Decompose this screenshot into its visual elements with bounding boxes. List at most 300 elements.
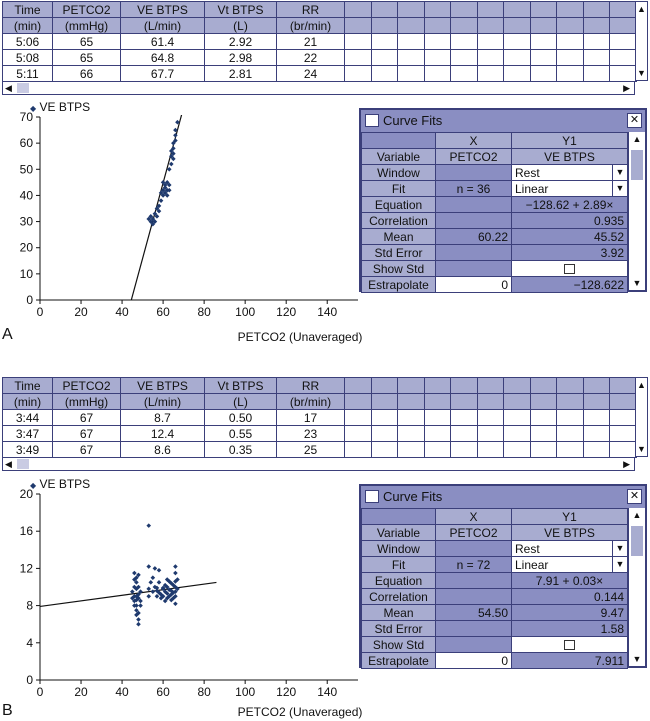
cf-equation: 7.91 + 0.03× — [512, 573, 628, 589]
empty-cell — [530, 442, 557, 458]
data-point — [157, 568, 162, 573]
curve-fits-title: Curve Fits — [383, 489, 443, 504]
fit-select[interactable] — [512, 557, 628, 573]
empty-cell — [477, 442, 504, 458]
data-point — [173, 564, 178, 569]
data-point — [157, 580, 162, 585]
curve-fits-titlebar — [361, 110, 645, 132]
empty-cell — [530, 410, 557, 426]
table-row[interactable] — [3, 50, 637, 66]
x-tick-label: 20 — [74, 685, 88, 698]
cf-y-value: 45.52 — [512, 229, 628, 245]
cf-col-y: Y1 — [512, 133, 628, 149]
empty-header-cell — [345, 378, 372, 394]
column-header[interactable]: (mmHg) — [53, 394, 121, 410]
table-cell[interactable]: 24 — [277, 66, 345, 82]
extrapolate-input[interactable]: 0 — [436, 277, 512, 293]
cf-col-x: X — [436, 133, 512, 149]
empty-header-cell — [371, 18, 398, 34]
empty-cell — [504, 410, 531, 426]
empty-header-cell — [530, 18, 557, 34]
empty-cell — [398, 442, 425, 458]
scroll-up-icon[interactable]: ▲ — [637, 380, 646, 390]
chart-a — [0, 108, 360, 338]
cf-row-label: Fit — [362, 181, 436, 197]
cf-row-label: Equation — [362, 197, 436, 213]
cf-col-y: Y1 — [512, 509, 628, 525]
y-tick-label: 12 — [19, 561, 33, 576]
table-cell[interactable]: 17 — [277, 410, 345, 426]
empty-cell — [398, 34, 425, 50]
empty-cell — [610, 410, 637, 426]
table-cell[interactable]: 21 — [277, 34, 345, 50]
data-point — [169, 162, 174, 167]
empty-cell — [371, 426, 398, 442]
empty-cell — [398, 410, 425, 426]
empty-header-cell — [424, 394, 451, 410]
table-cell[interactable]: 65 — [53, 50, 121, 66]
scroll-left-icon[interactable]: ◀ — [5, 83, 12, 93]
table-b-vertical-scrollbar[interactable] — [635, 377, 648, 457]
empty-header-cell — [451, 18, 478, 34]
curve-fits-scrollbar-b[interactable] — [628, 508, 645, 666]
cf-row — [362, 653, 628, 669]
cf-row-label: Window — [362, 541, 436, 557]
scroll-down-icon[interactable]: ▼ — [637, 68, 646, 78]
empty-cell — [451, 50, 478, 66]
empty-header-cell — [504, 378, 531, 394]
empty-cell — [398, 426, 425, 442]
x-tick-label: 80 — [197, 305, 211, 319]
column-header[interactable]: Vt BTPS — [205, 378, 277, 394]
dropdown-arrow-icon[interactable]: ▼ — [612, 181, 627, 196]
cf-row-label: Window — [362, 165, 436, 181]
table-row[interactable] — [3, 34, 637, 50]
y-tick-label: 0 — [26, 673, 33, 687]
y-tick-label: 20 — [19, 487, 33, 501]
empty-cell — [583, 410, 610, 426]
fit-select[interactable] — [512, 181, 628, 197]
empty-cell — [424, 442, 451, 458]
scroll-right-icon[interactable]: ▶ — [623, 459, 630, 469]
table-cell[interactable]: 2.81 — [205, 66, 277, 82]
y-tick-label: 16 — [19, 524, 33, 539]
table-a-vertical-scrollbar[interactable] — [635, 1, 648, 81]
empty-header-cell — [398, 2, 425, 18]
empty-cell — [610, 442, 637, 458]
column-header[interactable]: (mmHg) — [53, 18, 121, 34]
cf-corner — [362, 133, 436, 149]
empty-cell — [345, 66, 372, 82]
y-tick-label: 0 — [26, 293, 33, 307]
empty-cell — [451, 34, 478, 50]
y-tick-label: 4 — [26, 635, 33, 650]
legend-label: VE BTPS — [39, 100, 91, 114]
empty-header-cell — [557, 394, 584, 410]
scroll-thumb[interactable] — [631, 526, 643, 556]
cf-row — [362, 165, 628, 181]
cf-x-value — [436, 589, 512, 605]
table-row[interactable] — [3, 410, 637, 426]
empty-header-cell — [610, 394, 637, 410]
data-point — [173, 571, 178, 576]
empty-cell — [504, 66, 531, 82]
extrapolate-input[interactable]: 0 — [436, 653, 512, 669]
empty-cell — [504, 426, 531, 442]
data-table-b — [2, 377, 635, 458]
cf-row-label: Estrapolate — [362, 277, 436, 293]
empty-cell — [583, 50, 610, 66]
column-header[interactable]: RR — [277, 378, 345, 394]
empty-cell — [557, 426, 584, 442]
x-tick-label: 120 — [276, 685, 297, 698]
table-cell[interactable]: 8.7 — [121, 410, 205, 426]
table-cell[interactable]: 23 — [277, 426, 345, 442]
scroll-left-icon[interactable]: ◀ — [5, 459, 12, 469]
empty-header-cell — [557, 18, 584, 34]
cf-col-x: X — [436, 509, 512, 525]
plot-area — [40, 523, 216, 626]
table-cell[interactable]: 66 — [53, 66, 121, 82]
scroll-up-icon[interactable]: ▲ — [637, 4, 646, 14]
scroll-up-icon[interactable]: ▲ — [629, 132, 645, 146]
cf-row — [362, 589, 628, 605]
scroll-down-icon[interactable]: ▼ — [637, 444, 646, 454]
x-tick-label: 140 — [317, 305, 338, 319]
table-b-horizontal-scrollbar[interactable] — [2, 457, 635, 471]
cf-y-value: 0.935 — [512, 213, 628, 229]
scroll-down-icon[interactable]: ▼ — [629, 652, 645, 666]
table-cell[interactable]: 8.6 — [121, 442, 205, 458]
data-point — [146, 523, 151, 528]
x-tick-label: 100 — [235, 685, 256, 698]
empty-cell — [371, 410, 398, 426]
cf-row-label: Estrapolate — [362, 653, 436, 669]
cf-row — [362, 197, 628, 213]
dropdown-arrow-icon[interactable]: ▼ — [612, 165, 627, 180]
cf-row — [362, 213, 628, 229]
y-tick-label: 60 — [19, 136, 33, 151]
cf-x-value — [436, 637, 512, 653]
cf-row-label: Equation — [362, 573, 436, 589]
table-cell[interactable]: 25 — [277, 442, 345, 458]
empty-cell — [345, 50, 372, 66]
column-header[interactable]: (min) — [3, 18, 53, 34]
table-cell[interactable]: 3:47 — [3, 426, 53, 442]
empty-cell — [530, 426, 557, 442]
table-cell[interactable]: 0.50 — [205, 410, 277, 426]
column-header[interactable]: (L) — [205, 18, 277, 34]
cf-x-value — [436, 197, 512, 213]
empty-cell — [345, 426, 372, 442]
empty-header-cell — [610, 2, 637, 18]
cf-y-value: 0.144 — [512, 589, 628, 605]
cf-corner — [362, 509, 436, 525]
legend-marker-icon: ◆ — [30, 481, 37, 490]
empty-cell — [583, 34, 610, 50]
panel-label-a: A — [2, 326, 13, 343]
window-icon — [365, 114, 379, 127]
column-header[interactable]: PETCO2 — [53, 378, 121, 394]
empty-cell — [398, 66, 425, 82]
empty-header-cell — [371, 394, 398, 410]
select-value: Linear — [515, 557, 549, 572]
legend-label: VE BTPS — [39, 477, 91, 491]
x-tick-label: 120 — [276, 305, 297, 319]
table-cell[interactable]: 65 — [53, 34, 121, 50]
cf-row — [362, 261, 628, 277]
empty-cell — [424, 50, 451, 66]
empty-cell — [557, 66, 584, 82]
empty-cell — [451, 442, 478, 458]
empty-cell — [424, 410, 451, 426]
column-header[interactable]: VE BTPS — [121, 378, 205, 394]
empty-cell — [583, 426, 610, 442]
data-point — [136, 617, 141, 622]
x-tick-label: 140 — [317, 685, 338, 698]
table-cell[interactable]: 5:08 — [3, 50, 53, 66]
empty-cell — [398, 50, 425, 66]
chart-b — [0, 486, 360, 698]
x-tick-label: 100 — [235, 305, 256, 319]
curve-fits-window-b — [359, 484, 647, 668]
scroll-thumb[interactable] — [17, 83, 29, 93]
data-point — [153, 566, 158, 571]
empty-header-cell — [504, 394, 531, 410]
data-point — [155, 594, 160, 599]
window-select[interactable] — [512, 541, 628, 557]
cf-x-value — [436, 541, 512, 557]
data-point — [151, 575, 156, 580]
table-cell[interactable]: 2.92 — [205, 34, 277, 50]
window-select[interactable] — [512, 165, 628, 181]
column-header[interactable]: VE BTPS — [121, 2, 205, 18]
table-cell[interactable]: 5:06 — [3, 34, 53, 50]
x-tick-label: 40 — [115, 685, 129, 698]
table-cell[interactable]: 12.4 — [121, 426, 205, 442]
empty-header-cell — [610, 18, 637, 34]
table-row[interactable] — [3, 66, 637, 82]
table-cell[interactable]: 22 — [277, 50, 345, 66]
cf-row-label: Mean — [362, 605, 436, 621]
cf-x-value: n = 36 — [436, 181, 512, 197]
table-cell[interactable]: 61.4 — [121, 34, 205, 50]
show-std-checkbox[interactable] — [564, 640, 575, 650]
data-point — [148, 580, 153, 585]
empty-header-cell — [398, 18, 425, 34]
y-tick-label: 20 — [19, 240, 33, 255]
scroll-down-icon[interactable]: ▼ — [629, 276, 645, 290]
panel-label-b: B — [2, 702, 13, 719]
cf-x-value: 54.50 — [436, 605, 512, 621]
scroll-thumb[interactable] — [17, 459, 29, 469]
scroll-thumb[interactable] — [631, 150, 643, 180]
cf-x-value — [436, 573, 512, 589]
cf-y-variable[interactable]: VE BTPS — [512, 525, 628, 541]
cf-row — [362, 621, 628, 637]
column-header[interactable]: PETCO2 — [53, 2, 121, 18]
empty-cell — [477, 426, 504, 442]
table-cell[interactable]: 2.98 — [205, 50, 277, 66]
data-point — [146, 594, 151, 599]
empty-cell — [530, 50, 557, 66]
curve-fits-titlebar — [361, 486, 645, 508]
empty-cell — [610, 426, 637, 442]
table-cell[interactable]: 67 — [53, 442, 121, 458]
x-tick-label: 20 — [74, 305, 88, 319]
empty-cell — [583, 66, 610, 82]
close-icon[interactable]: ✕ — [627, 113, 642, 128]
empty-header-cell — [424, 2, 451, 18]
table-cell[interactable]: 3:44 — [3, 410, 53, 426]
table-row[interactable] — [3, 442, 637, 458]
table-cell[interactable]: 3:49 — [3, 442, 53, 458]
table-cell[interactable]: 0.35 — [205, 442, 277, 458]
data-point — [151, 589, 156, 594]
table-cell[interactable]: 5:11 — [3, 66, 53, 82]
cf-row-label: Fit — [362, 557, 436, 573]
empty-cell — [424, 426, 451, 442]
column-header[interactable]: Vt BTPS — [205, 2, 277, 18]
empty-header-cell — [371, 2, 398, 18]
curve-fits-title: Curve Fits — [383, 113, 443, 128]
y-tick-label: 40 — [19, 188, 33, 203]
table-cell[interactable]: 64.8 — [121, 50, 205, 66]
cf-row — [362, 573, 628, 589]
empty-cell — [477, 34, 504, 50]
cf-x-variable[interactable]: PETCO2 — [436, 149, 512, 165]
table-a-horizontal-scrollbar[interactable] — [2, 81, 635, 95]
show-std-checkbox[interactable] — [564, 264, 575, 274]
table-row[interactable] — [3, 426, 637, 442]
empty-cell — [424, 66, 451, 82]
empty-cell — [504, 442, 531, 458]
data-point — [136, 622, 141, 627]
empty-cell — [583, 442, 610, 458]
cf-row — [362, 149, 628, 165]
x-tick-label: 60 — [156, 685, 170, 698]
x-tick-label: 0 — [36, 685, 44, 698]
cf-row — [362, 229, 628, 245]
empty-header-cell — [530, 2, 557, 18]
empty-header-cell — [398, 378, 425, 394]
close-icon[interactable]: ✕ — [627, 489, 642, 504]
cf-row-label: Correlation — [362, 589, 436, 605]
empty-header-cell — [504, 18, 531, 34]
cf-row — [362, 181, 628, 197]
cf-x-value: n = 72 — [436, 557, 512, 573]
empty-header-cell — [477, 2, 504, 18]
cf-y-value: 7.911 — [512, 653, 628, 669]
cf-y-value: 3.92 — [512, 245, 628, 261]
empty-header-cell — [557, 2, 584, 18]
select-value: Rest — [515, 541, 540, 556]
dropdown-arrow-icon[interactable]: ▼ — [612, 557, 627, 572]
y-tick-label: 8 — [26, 598, 33, 613]
cf-row — [362, 605, 628, 621]
cf-x-value — [436, 213, 512, 229]
data-point — [132, 571, 137, 576]
table-cell[interactable]: 0.55 — [205, 426, 277, 442]
empty-header-cell — [583, 18, 610, 34]
empty-cell — [371, 34, 398, 50]
column-header[interactable]: Time — [3, 2, 53, 18]
x-tick-label: 80 — [197, 685, 211, 698]
cf-x-variable[interactable]: PETCO2 — [436, 525, 512, 541]
data-point — [159, 198, 164, 203]
dropdown-arrow-icon[interactable]: ▼ — [612, 541, 627, 556]
column-header[interactable]: (min) — [3, 394, 53, 410]
x-axis-title-b: PETCO2 (Unaveraged) — [237, 705, 363, 719]
cf-row-label: Std Error — [362, 245, 436, 261]
empty-header-cell — [451, 378, 478, 394]
empty-header-cell — [451, 2, 478, 18]
column-header[interactable]: (L) — [205, 394, 277, 410]
empty-header-cell — [583, 394, 610, 410]
data-point — [173, 601, 178, 606]
empty-cell — [451, 66, 478, 82]
cf-row-label: Std Error — [362, 621, 436, 637]
empty-cell — [345, 410, 372, 426]
cf-x-value: 60.22 — [436, 229, 512, 245]
cf-row-label: Show Std — [362, 261, 436, 277]
column-header[interactable]: (L/min) — [121, 394, 205, 410]
column-header[interactable]: (br/min) — [277, 18, 345, 34]
y-tick-label: 30 — [19, 214, 33, 229]
cf-row-label: Variable — [362, 149, 436, 165]
empty-header-cell — [345, 2, 372, 18]
cf-row — [362, 245, 628, 261]
empty-cell — [610, 34, 637, 50]
cf-x-value — [436, 245, 512, 261]
empty-cell — [451, 410, 478, 426]
empty-header-cell — [583, 378, 610, 394]
cf-x-value — [436, 261, 512, 277]
cf-row-label: Mean — [362, 229, 436, 245]
empty-header-cell — [477, 18, 504, 34]
empty-header-cell — [371, 378, 398, 394]
cf-y-variable[interactable]: VE BTPS — [512, 149, 628, 165]
empty-header-cell — [504, 2, 531, 18]
scroll-up-icon[interactable]: ▲ — [629, 508, 645, 522]
empty-header-cell — [477, 394, 504, 410]
data-point — [146, 587, 151, 592]
cf-row — [362, 541, 628, 557]
data-point — [146, 564, 151, 569]
cf-row-label: Correlation — [362, 213, 436, 229]
empty-header-cell — [424, 378, 451, 394]
empty-header-cell — [345, 18, 372, 34]
y-tick-label: 50 — [19, 162, 33, 177]
empty-header-cell — [530, 394, 557, 410]
window-icon — [365, 490, 379, 503]
y-tick-label: 10 — [19, 266, 33, 281]
column-header[interactable]: RR — [277, 2, 345, 18]
table-cell[interactable]: 67 — [53, 410, 121, 426]
curve-fits-scrollbar-a[interactable] — [628, 132, 645, 290]
select-value: Rest — [515, 165, 540, 180]
scroll-right-icon[interactable]: ▶ — [623, 83, 630, 93]
show-std-cell — [512, 261, 628, 277]
x-axis-title-a: PETCO2 (Unaveraged) — [237, 330, 363, 344]
column-header[interactable]: Time — [3, 378, 53, 394]
empty-cell — [557, 34, 584, 50]
table-cell[interactable]: 67.7 — [121, 66, 205, 82]
table-cell[interactable]: 67 — [53, 426, 121, 442]
column-header[interactable]: (L/min) — [121, 18, 205, 34]
column-header[interactable]: (br/min) — [277, 394, 345, 410]
cf-row — [362, 525, 628, 541]
